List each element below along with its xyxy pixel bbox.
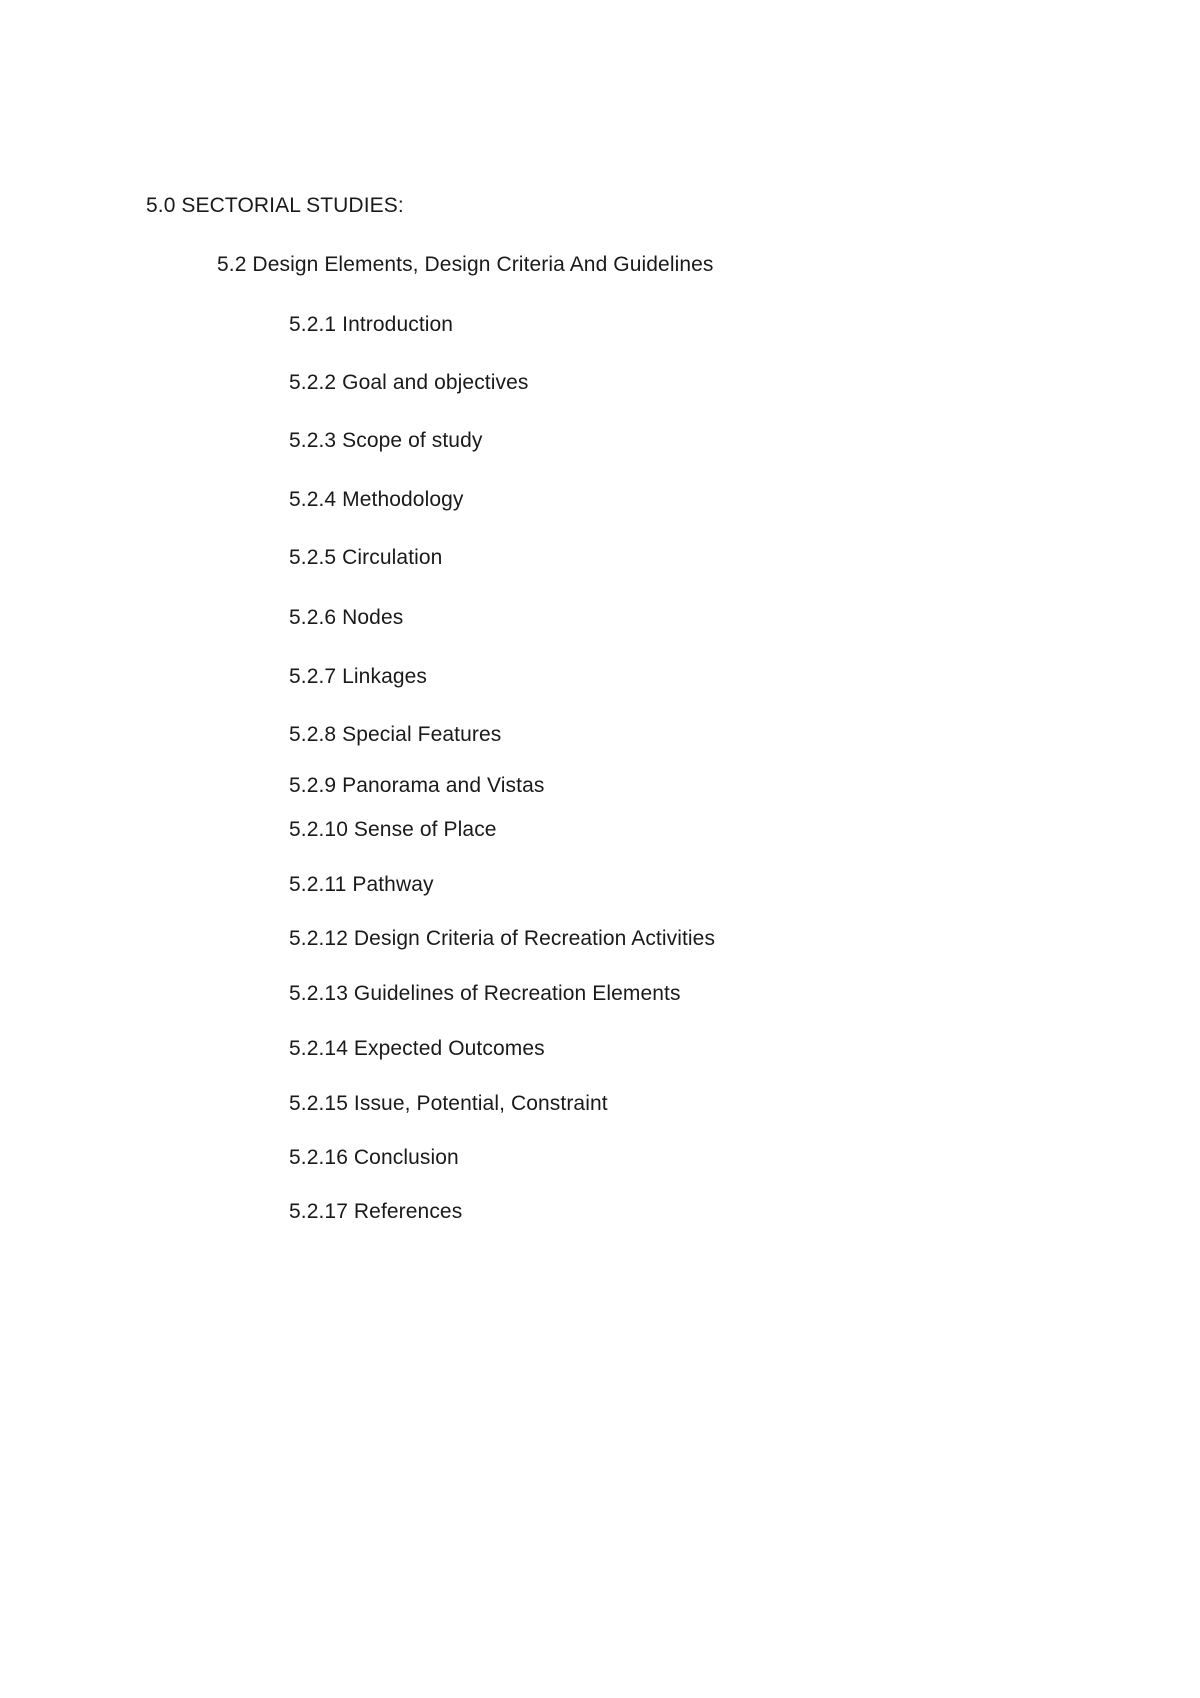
subsection-item: 5.2.3 Scope of study [289,429,483,452]
subsection-item: 5.2.9 Panorama and Vistas [289,774,545,797]
subsection-item: 5.2.5 Circulation [289,546,443,569]
subsection-item: 5.2.17 References [289,1200,463,1223]
subsection-item: 5.2.8 Special Features [289,723,502,746]
chapter-heading: 5.0 SECTORIAL STUDIES: [146,194,404,217]
subsection-item: 5.2.13 Guidelines of Recreation Elements [289,982,681,1005]
subsection-item: 5.2.12 Design Criteria of Recreation Activities [289,927,716,950]
subsection-item: 5.2.2 Goal and objectives [289,371,529,394]
subsection-item: 5.2.14 Expected Outcomes [289,1037,545,1060]
subsection-item: 5.2.7 Linkages [289,665,428,688]
subsection-item: 5.2.1 Introduction [289,313,454,336]
subsection-item: 5.2.10 Sense of Place [289,818,497,841]
subsection-item: 5.2.4 Methodology [289,488,464,511]
subsection-item: 5.2.16 Conclusion [289,1146,459,1169]
subsection-item: 5.2.6 Nodes [289,606,404,629]
subsection-item: 5.2.11 Pathway [289,873,434,896]
section-heading: 5.2 Design Elements, Design Criteria And Guidelines [217,253,714,276]
subsection-item: 5.2.15 Issue, Potential, Constraint [289,1092,608,1115]
